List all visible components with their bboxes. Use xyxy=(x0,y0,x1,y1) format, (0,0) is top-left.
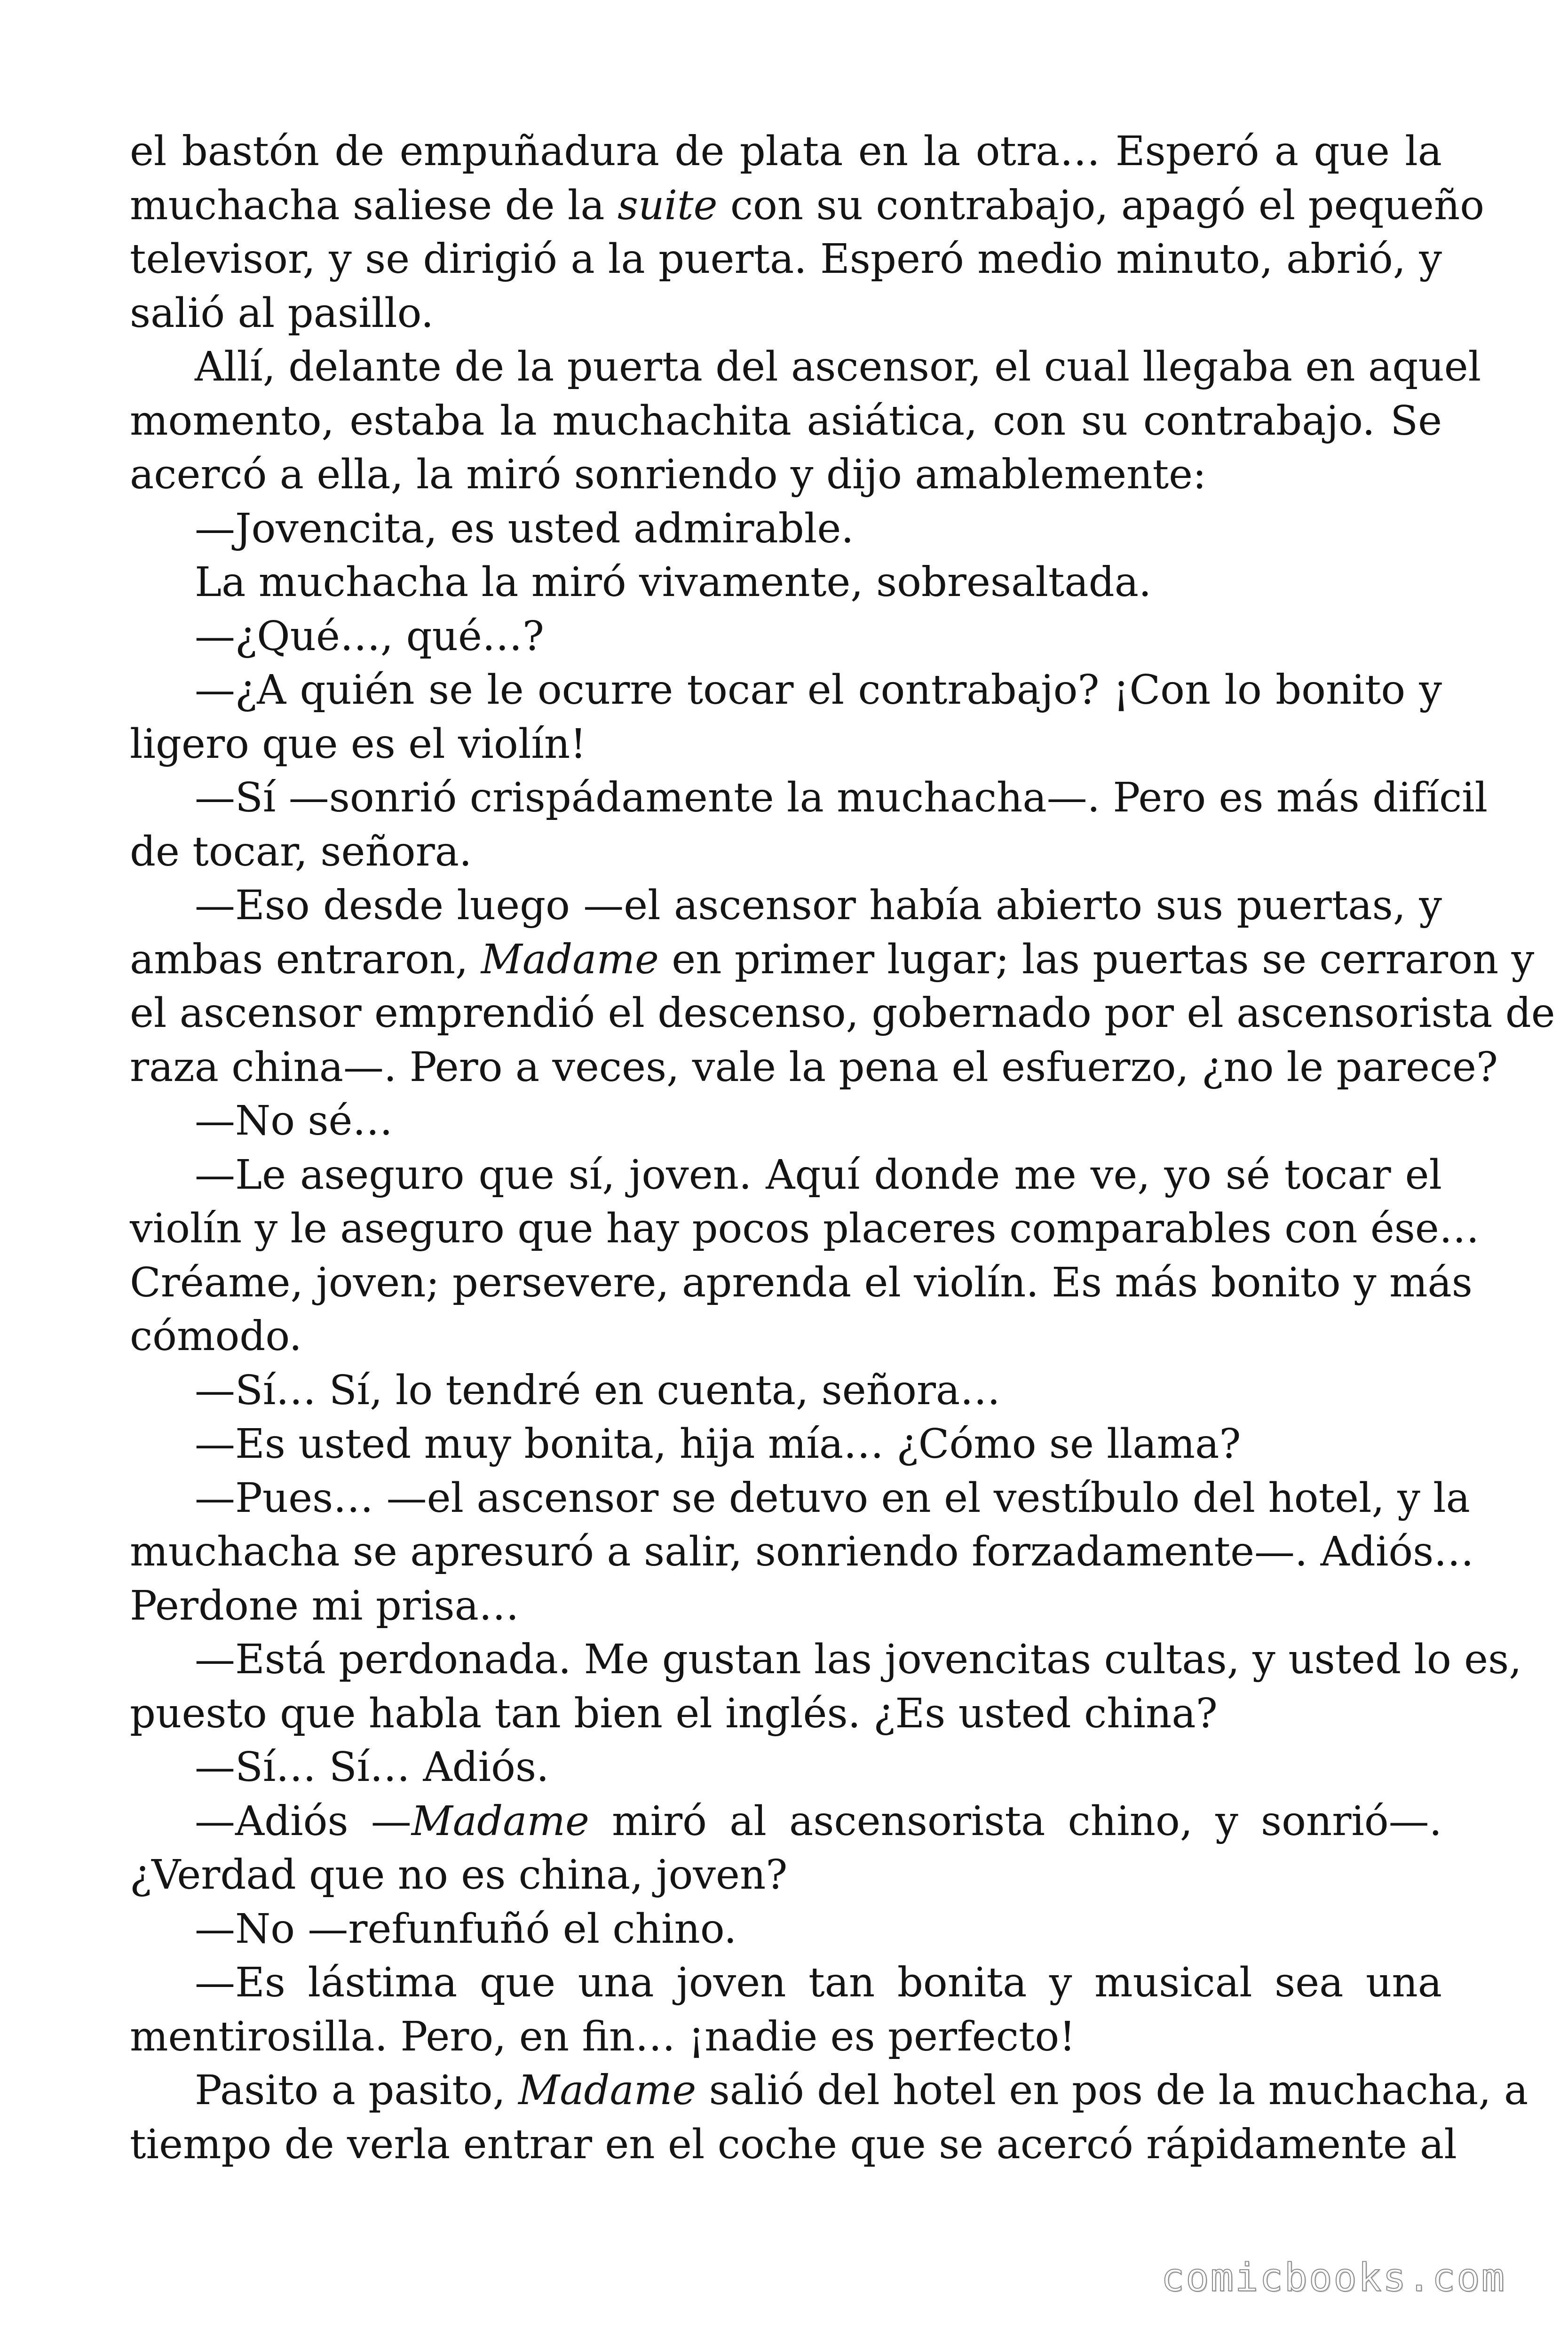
text-line: acercó a ella, la miró sonriendo y dijo amablemente: xyxy=(130,451,1206,498)
text-line: —¿A quién se le ocurre tocar el contrabajo? ¡Con lo bonito y xyxy=(195,667,1442,714)
text-line: momento, estaba la muchachita asiática, con su contrabajo. Se xyxy=(130,397,1442,445)
text-line: —No —refunfuñó el chino. xyxy=(195,1905,737,1953)
text-line: el bastón de empuñadura de plata en la otra… Esperó a que la xyxy=(130,128,1442,175)
text-line: —No sé… xyxy=(195,1097,393,1144)
italic-term: Madame xyxy=(411,1797,589,1845)
text-line: cómodo. xyxy=(130,1313,302,1360)
watermark: comicbooks.com xyxy=(1161,2256,1506,2300)
text-line: violín y le aseguro que hay pocos placeres comparables con ése… xyxy=(130,1205,1480,1252)
text-line: Allí, delante de la puerta del ascensor, el cual llegaba en aquel xyxy=(195,343,1481,390)
text-line: —Adiós —Madame miró al ascensorista chino, y sonrió—. xyxy=(195,1797,1442,1845)
text-line: —Sí —sonrió crispádamente la muchacha—. Pero es más difícil xyxy=(195,774,1488,821)
text-line: Créame, joven; persevere, aprenda el violín. Es más bonito y más xyxy=(130,1259,1473,1306)
text-line: ¿Verdad que no es china, joven? xyxy=(130,1851,788,1899)
page-text xyxy=(130,125,1555,2171)
text-line: —Eso desde luego —el ascensor había abierto sus puertas, y xyxy=(195,882,1442,929)
text-line: La muchacha la miró vivamente, sobresaltada. xyxy=(195,559,1152,606)
text-line: Perdone mi prisa… xyxy=(130,1582,519,1629)
text-line: —Pues… —el ascensor se detuvo en el vestíbulo del hotel, y la xyxy=(195,1474,1470,1522)
text-line: Pasito a pasito, Madame salió del hotel en pos de la muchacha, a xyxy=(195,2067,1528,2114)
italic-term: Madame xyxy=(518,2067,697,2114)
text-line: ligero que es el violín! xyxy=(130,720,586,768)
text-line: —Le aseguro que sí, joven. Aquí donde me ve, yo sé tocar el xyxy=(195,1151,1442,1199)
text-line: puesto que habla tan bien el inglés. ¿Es usted china? xyxy=(130,1690,1218,1737)
text-line: ambas entraron, Madame en primer lugar; las puertas se cerraron y xyxy=(130,936,1535,983)
text-line: —Jovencita, es usted admirable. xyxy=(195,505,854,552)
text-line: de tocar, señora. xyxy=(130,828,472,875)
text-line: salió al pasillo. xyxy=(130,289,434,337)
text-line: —¿Qué…, qué…? xyxy=(195,612,545,660)
text-line: tiempo de verla entrar en el coche que se acercó rápidamente al xyxy=(130,2121,1457,2168)
text-line: —Es usted muy bonita, hija mía… ¿Cómo se llama? xyxy=(195,1421,1241,1468)
text-line: —Es lástima que una joven tan bonita y musical sea una xyxy=(195,1959,1442,2006)
text-line: televisor, y se dirigió a la puerta. Esperó medio minuto, abrió, y xyxy=(130,236,1442,283)
text-line: el ascensor emprendió el descenso, gobernado por el ascensorista de xyxy=(130,990,1555,1037)
text-line: mentirosilla. Pero, en fin… ¡nadie es perfecto! xyxy=(130,2013,1076,2060)
italic-term: suite xyxy=(618,182,718,229)
text-line: —Está perdonada. Me gustan las jovencitas cultas, y usted lo es, xyxy=(195,1636,1522,1683)
text-line: muchacha se apresuró a salir, sonriendo forzadamente—. Adiós… xyxy=(130,1528,1474,1575)
text-line: —Sí… Sí… Adiós. xyxy=(195,1744,549,1791)
italic-term: Madame xyxy=(481,936,659,983)
text-line: muchacha saliese de la suite con su contrabajo, apagó el pequeño xyxy=(130,182,1484,229)
text-line: raza china—. Pero a veces, vale la pena el esfuerzo, ¿no le parece? xyxy=(130,1043,1498,1091)
text-line: —Sí… Sí, lo tendré en cuenta, señora… xyxy=(195,1367,1001,1414)
